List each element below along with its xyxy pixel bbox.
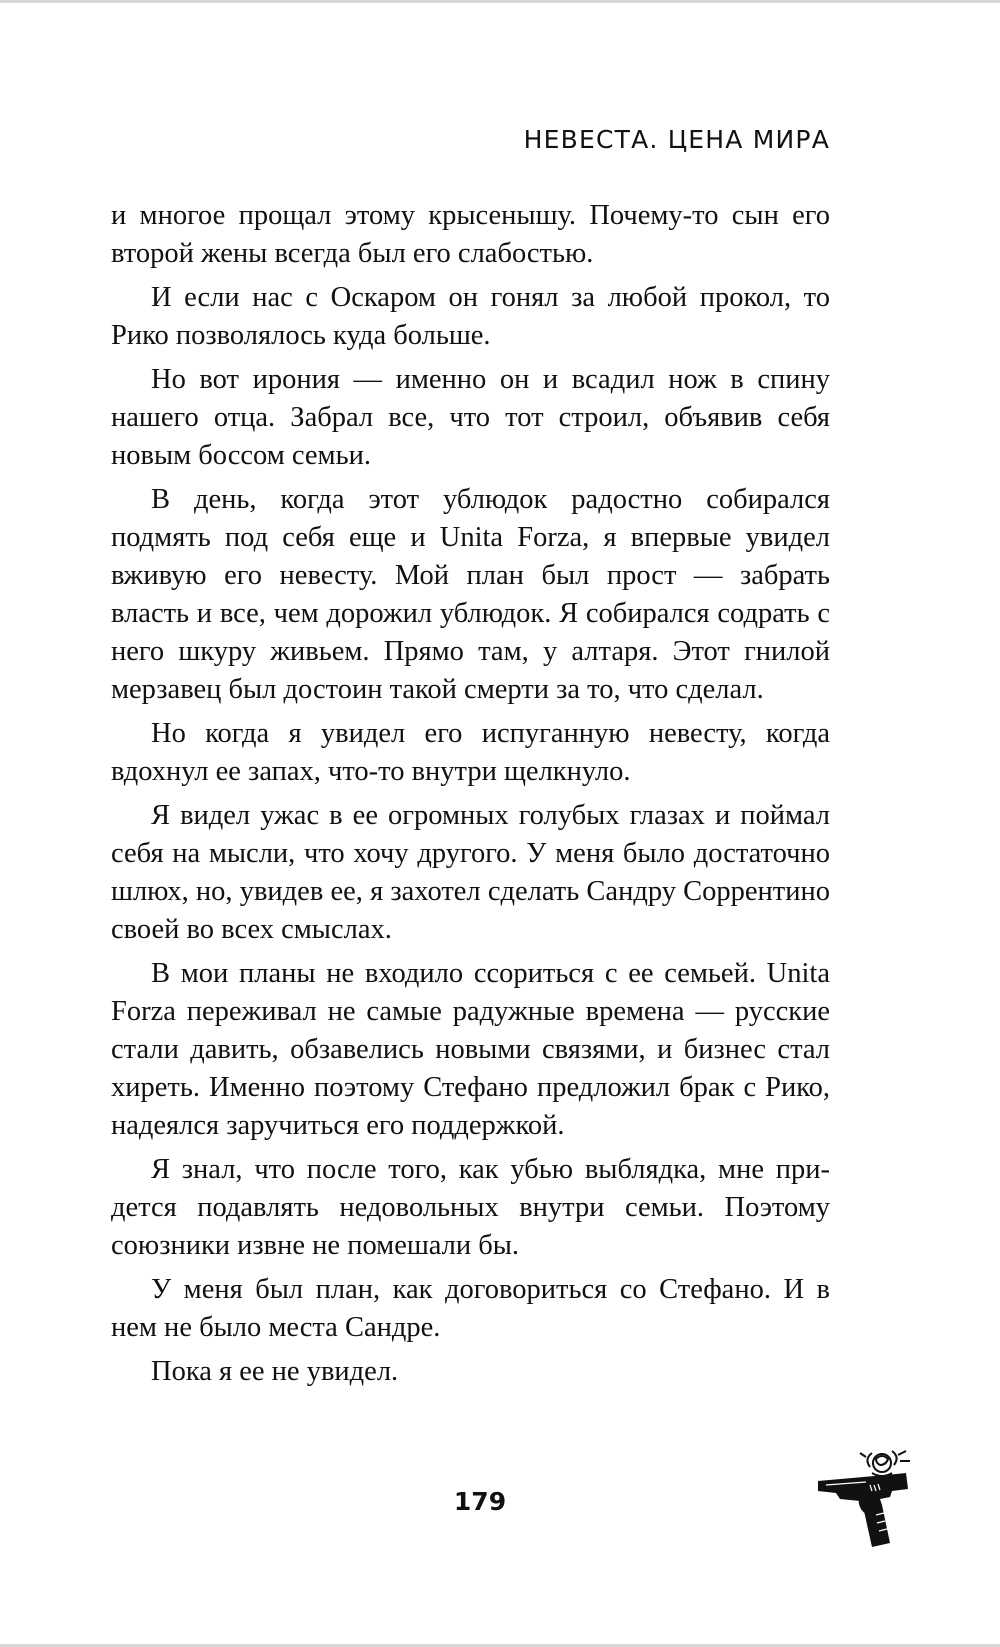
paragraph: Но вот ирония — именно он и всадил нож в спину нашего отца. Забрал все, что тот строил, объявив себя новым боссом семьи. [111, 364, 830, 471]
paragraph: В день, когда этот ублюдок радостно собирался подмять под себя еще и Unita Forza, я впервые увидел вживую его невесту. Мой план был прост — забрать власть и все, чем дорожил ублюдок. Я собирался содрать с него шкуру живьем. Прямо там, у алтаря. Этот гнилой мерзавец был достоин такой смерти за то, что сделал. [111, 484, 830, 705]
paragraph: У меня был план, как договориться со Стефано. И в нем не было места Сандре. [111, 1274, 830, 1343]
paragraph: Пока я ее не увидел. [151, 1356, 399, 1387]
running-header: НЕВЕСТА. ЦЕНА МИРА [523, 125, 830, 154]
paragraph: Я видел ужас в ее огромных голубых глазах и поймал себя на мысли, что хочу другого. У меня было достаточно шлюх, но, увидев ее, я захотел сделать Сандру Соррентино своей во всех смыслах. [111, 800, 830, 945]
body-text [111, 197, 830, 1397]
paragraph: Но когда я увидел его испуганную невесту, когда вдохнул ее запах, что-то внутри щелкнуло. [111, 718, 830, 787]
paragraph: В мои планы не входило ссориться с ее семьей. Unita Forza переживал не самые радужные времена — русские стали давить, обзавелись новыми связями, и бизнес стал хиреть. Именно поэтому Стефано предложил брак с Рико, надеялся заручиться его поддержкой. [111, 958, 830, 1141]
paragraph: И если нас с Оскаром он гонял за любой прокол, то Рико позволялось куда больше. [111, 282, 830, 351]
pistol-with-rose-icon [810, 1445, 920, 1555]
paragraph: и многое прощал этому крысенышу. Почему-то сын его второй жены всегда был его слабостью. [111, 200, 830, 269]
page-number: 179 [453, 1487, 507, 1516]
paragraph: Я знал, что после того, как убью выблядка, мне придется подавлять недовольных внутри семьи. Поэтому союзники извне не помешали бы. [111, 1154, 830, 1261]
